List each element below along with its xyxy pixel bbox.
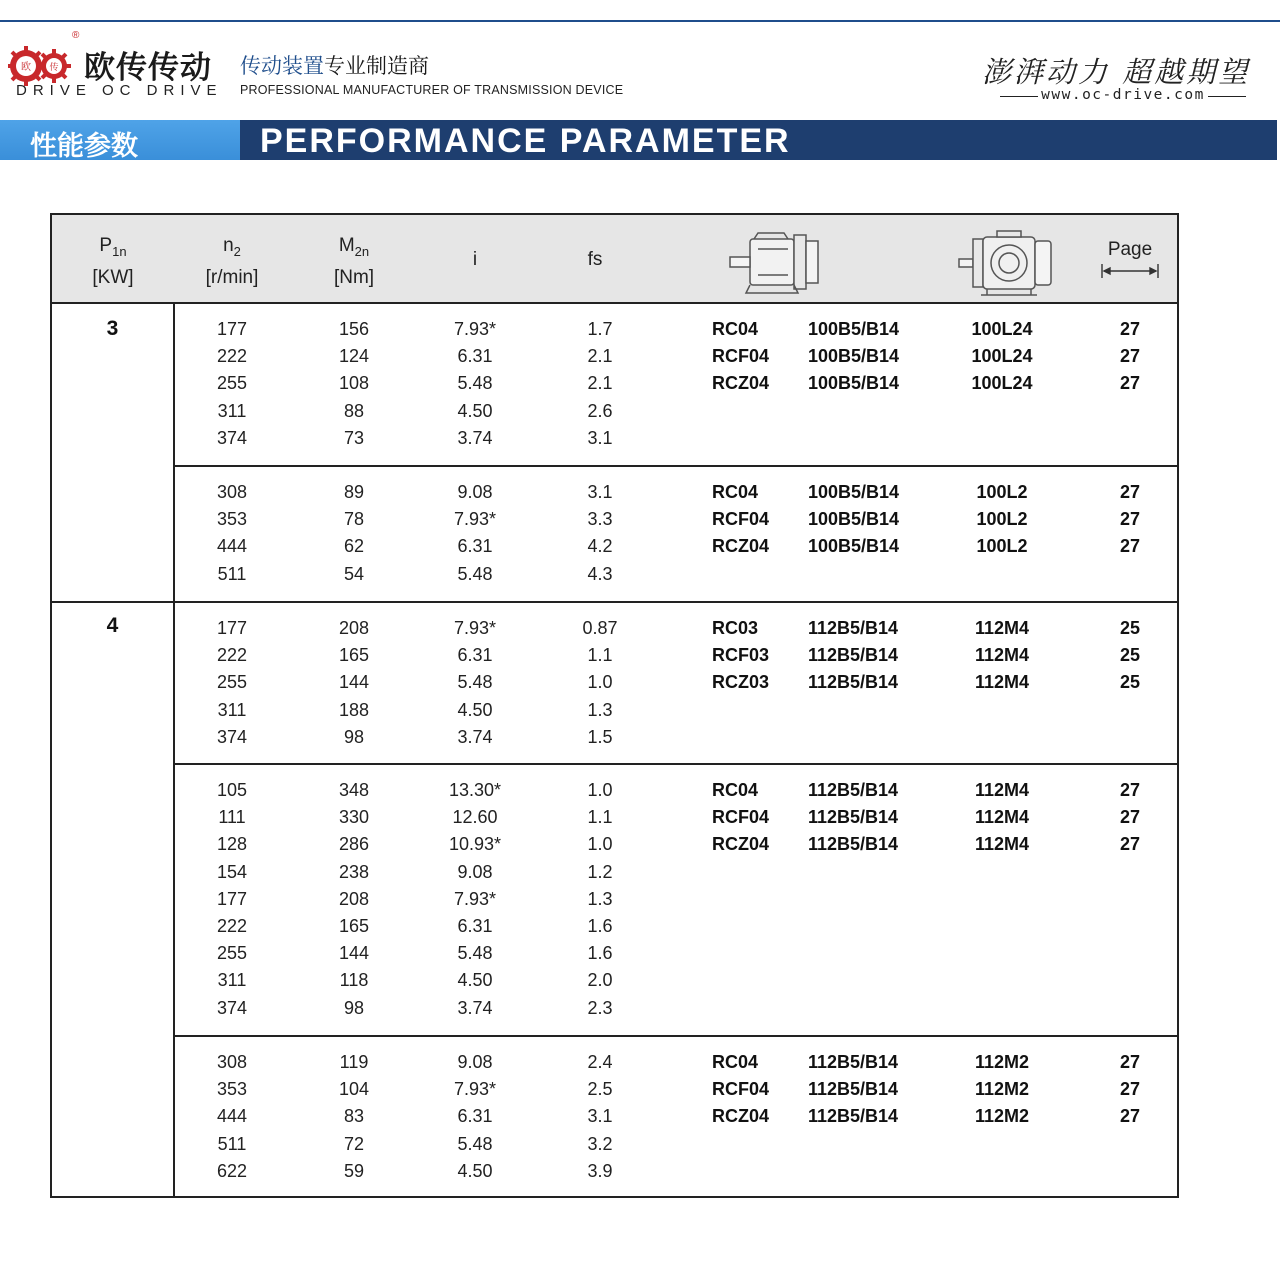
n2-value: 308 [216,482,248,502]
brand-name-cn: 欧传传动 [84,50,212,85]
n2-value: 154 [216,861,248,882]
m2-value: 62 [343,536,365,557]
gear-model: RCZ04 [712,834,770,855]
fs-value: 1.0 [587,834,613,855]
n2-value: 511 [217,1133,247,1154]
ratio-value: 13.30* [448,780,502,800]
gear-model: RCZ04 [712,536,770,557]
page-number: 25 [1119,672,1141,693]
m2-value: 165 [338,645,370,666]
n2-value: 177 [216,319,248,339]
group-divider [173,465,1177,467]
page-number: 27 [1119,1052,1141,1072]
gear-reducer-icon [728,231,824,297]
m2-value: 144 [338,672,370,693]
m2-value: 78 [343,509,365,530]
fs-value: 1.3 [587,888,613,909]
m2-value: 98 [343,997,365,1018]
gear-left-char: 欧 [21,62,31,73]
m2-value: 72 [343,1133,365,1154]
m2-value: 124 [338,346,370,367]
m2-value: 144 [338,943,370,964]
ratio-value: 6.31 [457,1106,493,1127]
gear-model: RC04 [712,780,759,800]
flange-model: 100B5/B14 [808,346,900,367]
motor-icon [957,229,1057,297]
power-value: 3 [106,317,119,340]
n2-value: 353 [216,509,248,530]
flange-model: 100B5/B14 [808,482,900,502]
n2-value: 105 [216,780,248,800]
flange-model: 112B5/B14 [808,807,899,828]
ratio-value: 7.93* [453,1079,497,1100]
page-number: 27 [1119,346,1141,367]
motor-model: 100L2 [976,509,1028,530]
motor-model: 112M4 [974,645,1030,666]
motor-model: 100L24 [971,319,1033,339]
m2-value: 104 [338,1079,370,1100]
ratio-value: 6.31 [457,645,493,666]
ratio-value: 3.74 [457,427,493,448]
m2-value: 108 [338,373,370,394]
banner-title-cn: 性能参数 [30,131,138,161]
motor-model: 112M4 [974,780,1030,800]
page-number: 27 [1119,482,1141,502]
flange-model: 100B5/B14 [808,536,900,557]
flange-model: 112B5/B14 [808,1106,899,1127]
ratio-value: 6.31 [457,916,493,936]
header-n2-label: n [223,235,234,256]
fs-value: 3.1 [587,427,613,448]
page-number: 27 [1119,1106,1141,1127]
n2-value: 255 [216,943,248,964]
header-m2n [314,233,394,291]
fs-value: 3.9 [587,1160,613,1181]
page-number: 27 [1119,807,1141,828]
page-number: 27 [1119,319,1141,339]
n2-value: 511 [217,563,247,584]
n2-value: 255 [216,373,248,394]
header-n2 [187,233,277,291]
fs-value: 0.87 [582,618,618,638]
header-n2-unit: [r/min] [205,266,259,288]
gear-model: RCF04 [712,1079,770,1100]
ratio-value: 4.50 [457,1160,493,1181]
fs-value: 2.1 [587,346,613,367]
fs-value: 2.0 [587,970,613,991]
n2-value: 622 [216,1160,248,1181]
ratio-value: 7.93* [453,618,497,638]
website-url: www.oc-drive.com [1041,87,1205,103]
ratio-value: 6.31 [457,536,493,557]
motor-model: 100L2 [976,536,1028,557]
fs-value: 3.2 [587,1133,613,1154]
table-header [52,215,1177,304]
n2-value: 255 [216,672,248,693]
fs-value: 2.1 [587,373,613,394]
page-number: 27 [1119,834,1141,855]
power-divider [52,601,1177,603]
m2-value: 286 [338,834,370,855]
ratio-value: 7.93* [453,509,497,530]
m2-value: 208 [338,888,370,909]
n2-value: 374 [216,427,248,448]
flange-model: 100B5/B14 [808,319,900,339]
fs-value: 4.3 [587,563,613,584]
header-m2n-label: M [338,235,355,256]
page-number: 27 [1119,373,1141,394]
ratio-value: 7.93* [453,888,497,909]
ratio-value: 5.48 [457,373,493,394]
flange-model: 112B5/B14 [808,645,899,666]
n2-value: 222 [216,916,248,936]
n2-value: 444 [216,1106,248,1127]
flange-model: 112B5/B14 [808,618,899,638]
fs-value: 1.1 [587,807,613,828]
header-fs: fs [587,249,603,270]
group-divider [173,1035,1177,1037]
ratio-value: 7.93* [453,319,497,339]
motor-model: 112M4 [974,672,1030,693]
page-number: 27 [1119,1079,1141,1100]
m2-value: 83 [343,1106,365,1127]
column-divider [173,304,175,1196]
flange-model: 112B5/B14 [808,1079,899,1100]
tagline-blue: 传动装置 [240,55,324,78]
n2-value: 353 [216,1079,248,1100]
header-page-label: Page [1107,239,1153,260]
fs-value: 1.0 [587,780,613,800]
fs-value: 1.3 [587,699,613,720]
header-n2-sub: 2 [233,243,241,259]
page-arrow-icon [1100,263,1160,279]
ratio-value: 4.50 [457,699,493,720]
ratio-value: 5.48 [457,1133,493,1154]
flange-model: 112B5/B14 [808,672,899,693]
n2-value: 177 [216,888,248,909]
n2-value: 222 [216,645,248,666]
m2-value: 165 [338,916,370,936]
header-page [1100,237,1160,279]
page-number: 25 [1119,645,1141,666]
ratio-value: 3.74 [457,997,493,1018]
gear-model: RCF04 [712,509,770,530]
n2-value: 222 [216,346,248,367]
section-banner [0,120,1277,160]
motor-model: 112M2 [974,1106,1030,1127]
fs-value: 2.5 [587,1079,613,1100]
m2-value: 156 [338,319,370,339]
fs-value: 1.2 [587,861,613,882]
gear-model: RC03 [712,618,759,638]
header-m2n-sub: 2n [354,243,370,259]
m2-value: 73 [343,427,365,448]
gear-model: RC04 [712,319,759,339]
top-rule [0,20,1280,22]
fs-value: 3.1 [587,482,613,502]
tagline-cn [240,50,429,80]
m2-value: 208 [338,618,370,638]
m2-value: 188 [338,699,370,720]
motor-model: 112M4 [974,618,1030,638]
website-rule-left [1000,96,1038,97]
n2-value: 444 [216,536,248,557]
fs-value: 1.7 [587,319,613,339]
m2-value: 118 [339,970,369,991]
n2-value: 128 [216,834,248,855]
fs-value: 1.5 [587,726,613,747]
fs-value: 1.0 [587,672,613,693]
header-i: i [472,249,478,270]
ratio-value: 10.93* [448,834,502,855]
m2-value: 54 [343,563,365,584]
gear-model: RCZ03 [712,672,770,693]
gear-model: RC04 [712,1052,759,1072]
ratio-value: 6.31 [457,346,493,367]
n2-value: 374 [216,997,248,1018]
header-m2n-unit: [Nm] [333,266,375,288]
page-number: 27 [1119,536,1141,557]
m2-value: 88 [343,400,365,421]
fs-value: 1.1 [587,645,613,666]
gear-model: RCZ04 [712,373,770,394]
gear-model: RCZ04 [712,1106,770,1127]
m2-value: 59 [343,1160,365,1181]
header-p1n-sub: 1n [112,243,127,259]
m2-value: 238 [338,861,370,882]
flange-model: 100B5/B14 [808,509,900,530]
m2-value: 348 [338,780,370,800]
motor-model: 112M2 [974,1079,1030,1100]
header-p1n [72,233,154,291]
banner-cn-box [0,120,240,160]
n2-value: 111 [218,807,246,828]
n2-value: 311 [217,400,247,421]
tagline-en: PROFESSIONAL MANUFACTURER OF TRANSMISSION DEVICE [240,83,624,97]
page-number: 27 [1119,509,1141,530]
motor-model: 112M2 [974,1052,1030,1072]
performance-table [50,213,1179,1198]
fs-value: 3.3 [587,509,613,530]
page-number: 27 [1119,780,1141,800]
fs-value: 3.1 [587,1106,613,1127]
m2-value: 89 [343,482,365,502]
n2-value: 177 [216,618,248,638]
flange-model: 100B5/B14 [808,373,900,394]
slogan: 澎湃动力 超越期望 [982,55,1251,89]
header-p1n-label: P [99,235,113,256]
flange-model: 112B5/B14 [808,834,899,855]
banner-title-en: PERFORMANCE PARAMETER [260,122,791,160]
ratio-value: 5.48 [457,672,493,693]
n2-value: 311 [217,970,247,991]
motor-model: 100L24 [971,346,1033,367]
ratio-value: 9.08 [457,1052,493,1072]
flange-model: 112B5/B14 [808,1052,899,1072]
group-divider [173,763,1177,765]
website-rule-right [1208,96,1246,97]
fs-value: 2.4 [587,1052,613,1072]
header-p1n-unit: [KW] [92,266,134,288]
gear-model: RCF03 [712,645,770,666]
fs-value: 4.2 [587,536,613,557]
registered-mark: ® [72,30,80,41]
ratio-value: 4.50 [457,970,493,991]
ratio-value: 12.60 [452,807,498,828]
m2-value: 119 [339,1052,369,1072]
ratio-value: 9.08 [457,482,493,502]
gear-model: RC04 [712,482,759,502]
tagline-black: 专业制造商 [324,55,429,78]
gear-model: RCF04 [712,807,770,828]
motor-model: 112M4 [974,834,1030,855]
motor-model: 100L24 [971,373,1033,394]
m2-value: 330 [338,807,370,828]
ratio-value: 5.48 [457,943,493,964]
fs-value: 2.3 [587,997,613,1018]
n2-value: 308 [216,1052,248,1072]
motor-model: 100L2 [976,482,1028,502]
motor-model: 112M4 [974,807,1030,828]
n2-value: 374 [216,726,248,747]
ratio-value: 4.50 [457,400,493,421]
gear-model: RCF04 [712,346,770,367]
fs-value: 1.6 [587,943,613,964]
n2-value: 311 [217,699,247,720]
brand-logo [8,30,223,102]
website-block [1000,87,1246,105]
gear-right-char: 传 [49,63,59,73]
power-value: 4 [106,614,119,637]
flange-model: 112B5/B14 [808,780,899,800]
page-number: 25 [1119,618,1141,638]
m2-value: 98 [343,726,365,747]
ratio-value: 9.08 [457,861,493,882]
fs-value: 1.6 [587,916,613,936]
ratio-value: 3.74 [457,726,493,747]
fs-value: 2.6 [587,400,613,421]
ratio-value: 5.48 [457,563,493,584]
brand-name-en: DRIVE OC DRIVE [16,82,223,99]
